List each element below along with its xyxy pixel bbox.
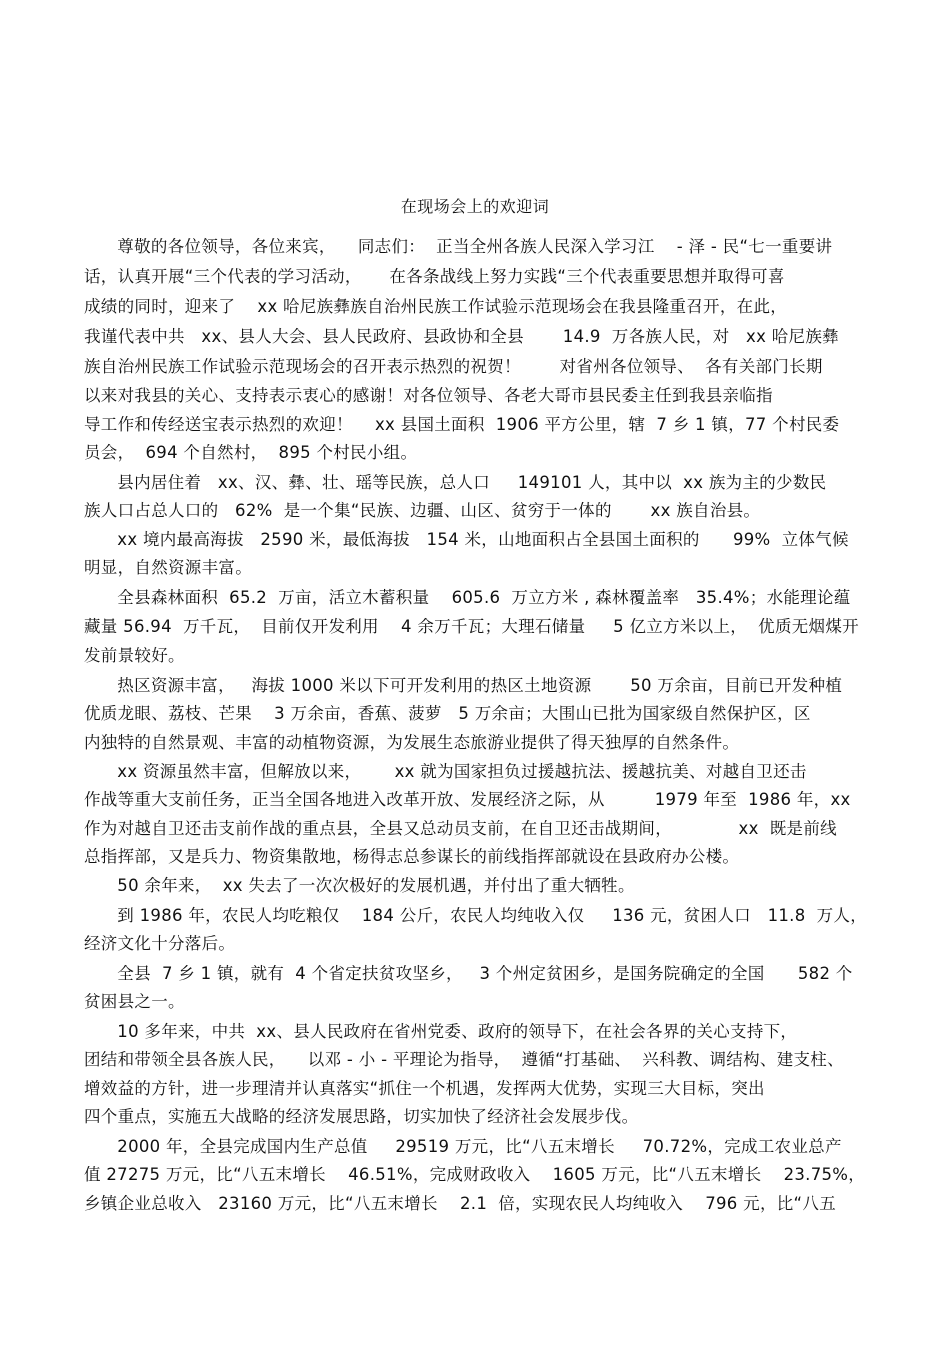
text-line: 2000 年，全县完成国内生产总值 29519 万元，比“八五末增长 70.72%，完成工农业总产 <box>84 1137 842 1156</box>
text-line: 话，认真开展“三个代表的学习活动， 在各条战线上努力实践“三个代表重要思想并取得可喜 <box>84 267 785 286</box>
text-line: 成绩的同时，迎来了 xx 哈尼族彝族自治州民族工作试验示范现场会在我县隆重召开，在此， <box>84 297 788 316</box>
text-line: 贫困县之一。 <box>84 992 185 1011</box>
text-line: 四个重点，实施五大战略的经济发展思路，切实加快了经济社会发展步伐。 <box>84 1107 639 1126</box>
text-line: xx 资源虽然丰富，但解放以来， xx 就为国家担负过援越抗法、援越抗美、对越自卫还击 <box>84 762 807 781</box>
document-title: 在现场会上的欢迎词 <box>400 197 550 216</box>
text-line: 导工作和传经送宝表示热烈的欢迎！ xx 县国土面积 1906 平方公里，辖 7 乡 1 镇，77 个村民委 <box>84 415 840 434</box>
text-line: 10 多年来，中共 xx、县人民政府在省州党委、政府的领导下，在社会各界的关心支持下， <box>84 1022 798 1041</box>
text-line: 全县 7 乡 1 镇，就有 4 个省定扶贫攻坚乡， 3 个州定贫困乡，是国务院确定的全国 582 个 <box>84 964 853 983</box>
text-line: 尊敬的各位领导，各位来宾， 同志们： 正当全州各族人民深入学习江 - 泽 - 民“七一重要讲 <box>84 237 833 256</box>
text-line: 内独特的自然景观、丰富的动植物资源，为发展生态旅游业提供了得天独厚的自然条件。 <box>84 733 740 752</box>
text-line: 作为对越自卫还击支前作战的重点县，全县又总动员支前，在自卫还击战期间， xx 既是前线 <box>84 819 837 838</box>
text-line: 50 余年来， xx 失去了一次次极好的发展机遇，并付出了重大牺牲。 <box>84 876 635 895</box>
text-line: 员会， 694 个自然村， 895 个村民小组。 <box>84 443 418 462</box>
text-line: 热区资源丰富， 海拔 1000 米以下可开发利用的热区土地资源 50 万余亩，目前已开发种植 <box>84 676 843 695</box>
text-line: 值 27275 万元，比“八五末增长 46.51%，完成财政收入 1605 万元，比“八五末增长 23.75%， <box>84 1165 866 1184</box>
text-line: 作战等重大支前任务，正当全国各地进入改革开放、发展经济之际，从 1979 年至 1986 年，xx <box>84 790 851 809</box>
text-line: 经济文化十分落后。 <box>84 934 236 953</box>
text-line: 增效益的方针，进一步理清并认真落实“抓住一个机遇，发挥两大优势，实现三大目标，突出 <box>84 1079 765 1098</box>
text-line: 团结和带领全县各族人民， 以邓 - 小 - 平理论为指导， 遵循“打基础、 兴科教、调结构、建支柱、 <box>84 1050 844 1069</box>
text-line: 全县森林面积 65.2 万亩，活立木蓄积量 605.6 万立方米 , 森林覆盖率 35.4%；水能理论蕴 <box>84 588 851 607</box>
text-line: 族自治州民族工作试验示范现场会的召开表示热烈的祝贺！ 对省州各位领导、 各有关部门长期 <box>84 357 823 376</box>
text-line: 乡镇企业总收入 23160 万元，比“八五末增长 2.1 倍，实现农民人均纯收入 796 元，比“八五 <box>84 1194 836 1213</box>
text-line: 我谨代表中共 xx、县人大会、县人民政府、县政协和全县 14.9 万各族人民，对 xx 哈尼族彝 <box>84 327 839 346</box>
text-line: 优质龙眼、荔枝、芒果 3 万余亩，香蕉、菠萝 5 万余亩；大围山已批为国家级自然保护区，区 <box>84 704 811 723</box>
text-line: 总指挥部，又是兵力、物资集散地，杨得志总参谋长的前线指挥部就设在县政府办公楼。 <box>84 847 740 866</box>
text-line: 以来对我县的关心、支持表示衷心的感谢！对各位领导、各老大哥市县民委主任到我县亲临指 <box>84 386 773 405</box>
text-line: 族人口占总人口的 62% 是一个集“民族、边疆、山区、贫穷于一体的 xx 族自治县。 <box>84 501 761 520</box>
text-line: 县内居住着 xx、汉、彝、壮、瑶等民族，总人口 149101 人，其中以 xx 族为主的少数民 <box>84 473 827 492</box>
text-line: xx 境内最高海拔 2590 米，最低海拔 154 米，山地面积占全县国土面积的 99% 立体气候 <box>84 530 849 549</box>
text-line: 发前景较好。 <box>84 646 185 665</box>
text-line: 明显，自然资源丰富。 <box>84 558 252 577</box>
text-line: 到 1986 年，农民人均吃粮仅 184 公斤，农民人均纯收入仅 136 元，贫困人口 11.8 万人， <box>84 906 867 925</box>
text-line: 藏量 56.94 万千瓦， 目前仅开发利用 4 余万千瓦；大理石储量 5 亿立方米以上， 优质无烟煤开 <box>84 617 859 636</box>
